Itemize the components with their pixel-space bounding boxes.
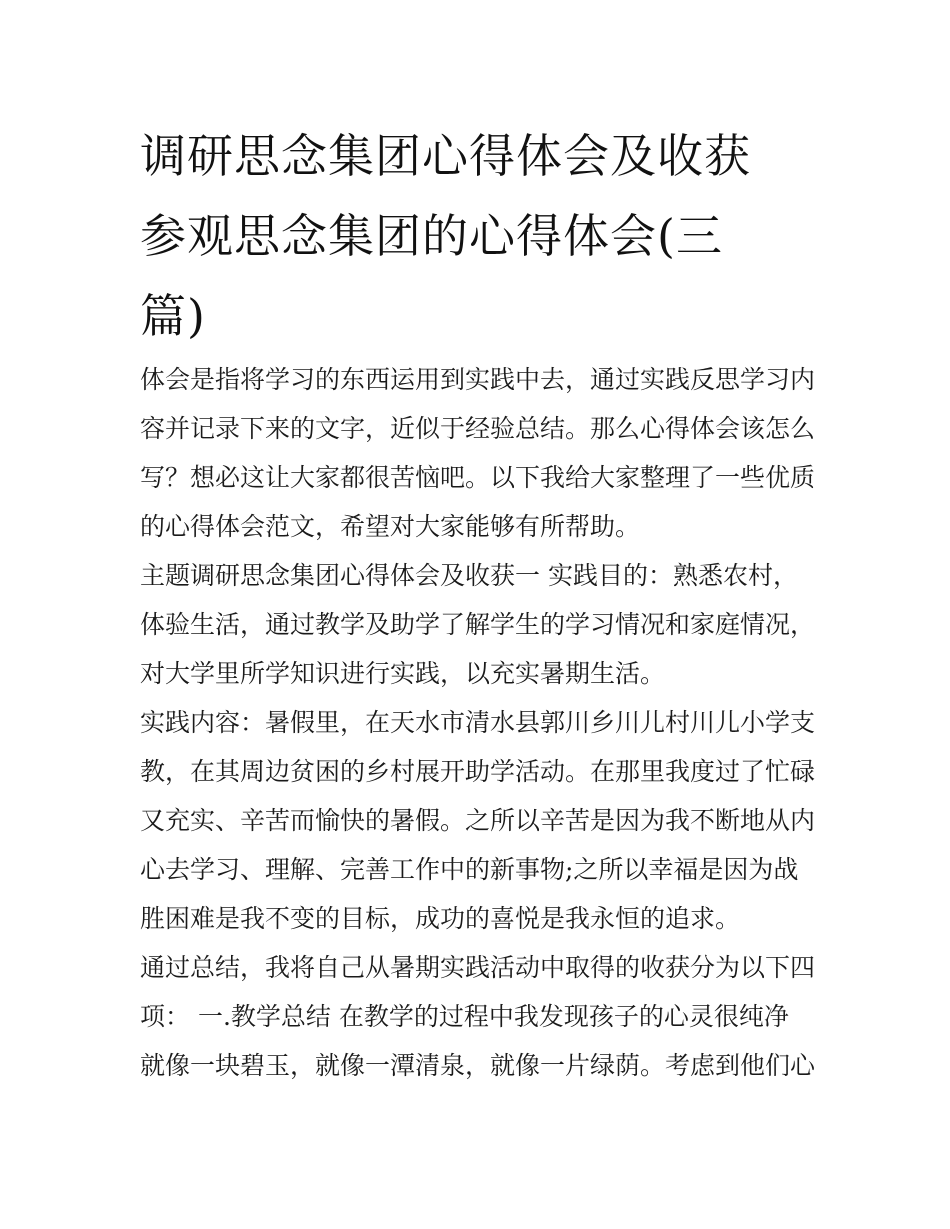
title-line: 参观思念集团的心得体会(三 — [140, 209, 723, 263]
text-line: 实践内容：暑假里，在天水市清水县郭川乡川儿村川儿小学支 — [140, 708, 816, 737]
text-line: 的心得体会范文，希望对大家能够有所帮助。 — [140, 512, 641, 541]
text-line: 体验生活，通过教学及助学了解学生的学习情况和家庭情况， — [140, 610, 816, 639]
text-line: 就像一块碧玉，就像一潭清泉，就像一片绿荫。考虑到他们心 — [140, 1051, 816, 1080]
text-line: 体会是指将学习的东西运用到实践中去，通过实践反思学习内 — [140, 365, 816, 394]
text-line: 又充实、辛苦而愉快的暑假。之所以辛苦是因为我不断地从内 — [140, 806, 816, 835]
summary-paragraph — [140, 943, 822, 1090]
title-line: 篇) — [140, 289, 206, 343]
document-body — [140, 355, 822, 1090]
text-line: 对大学里所学知识进行实践，以充实暑期生活。 — [140, 659, 666, 688]
text-line: 写？想必这让大家都很苦恼吧。以下我给大家整理了一些优质 — [140, 463, 816, 492]
text-line: 教，在其周边贫困的乡村展开助学活动。在那里我度过了忙碌 — [140, 757, 816, 786]
title-line: 调研思念集团心得体会及收获 — [140, 129, 751, 183]
purpose-paragraph — [140, 551, 822, 698]
text-line: 心去学习、理解、完善工作中的新事物;之所以幸福是因为战 — [140, 855, 799, 884]
text-line: 胜困难是我不变的目标，成功的喜悦是我永恒的追求。 — [140, 904, 741, 933]
text-line: 容并记录下来的文字，近似于经验总结。那么心得体会该怎么 — [140, 414, 816, 443]
text-line: 主题调研思念集团心得体会及收获一 实践目的：熟悉农村， — [140, 561, 798, 590]
document-title — [140, 116, 820, 356]
text-line: 通过总结，我将自己从暑期实践活动中取得的收获分为以下四 — [140, 953, 816, 982]
content-paragraph — [140, 698, 822, 943]
text-line: 项： 一.教学总结 在教学的过程中我发现孩子的心灵很纯净 — [140, 1002, 789, 1031]
intro-paragraph — [140, 355, 822, 551]
